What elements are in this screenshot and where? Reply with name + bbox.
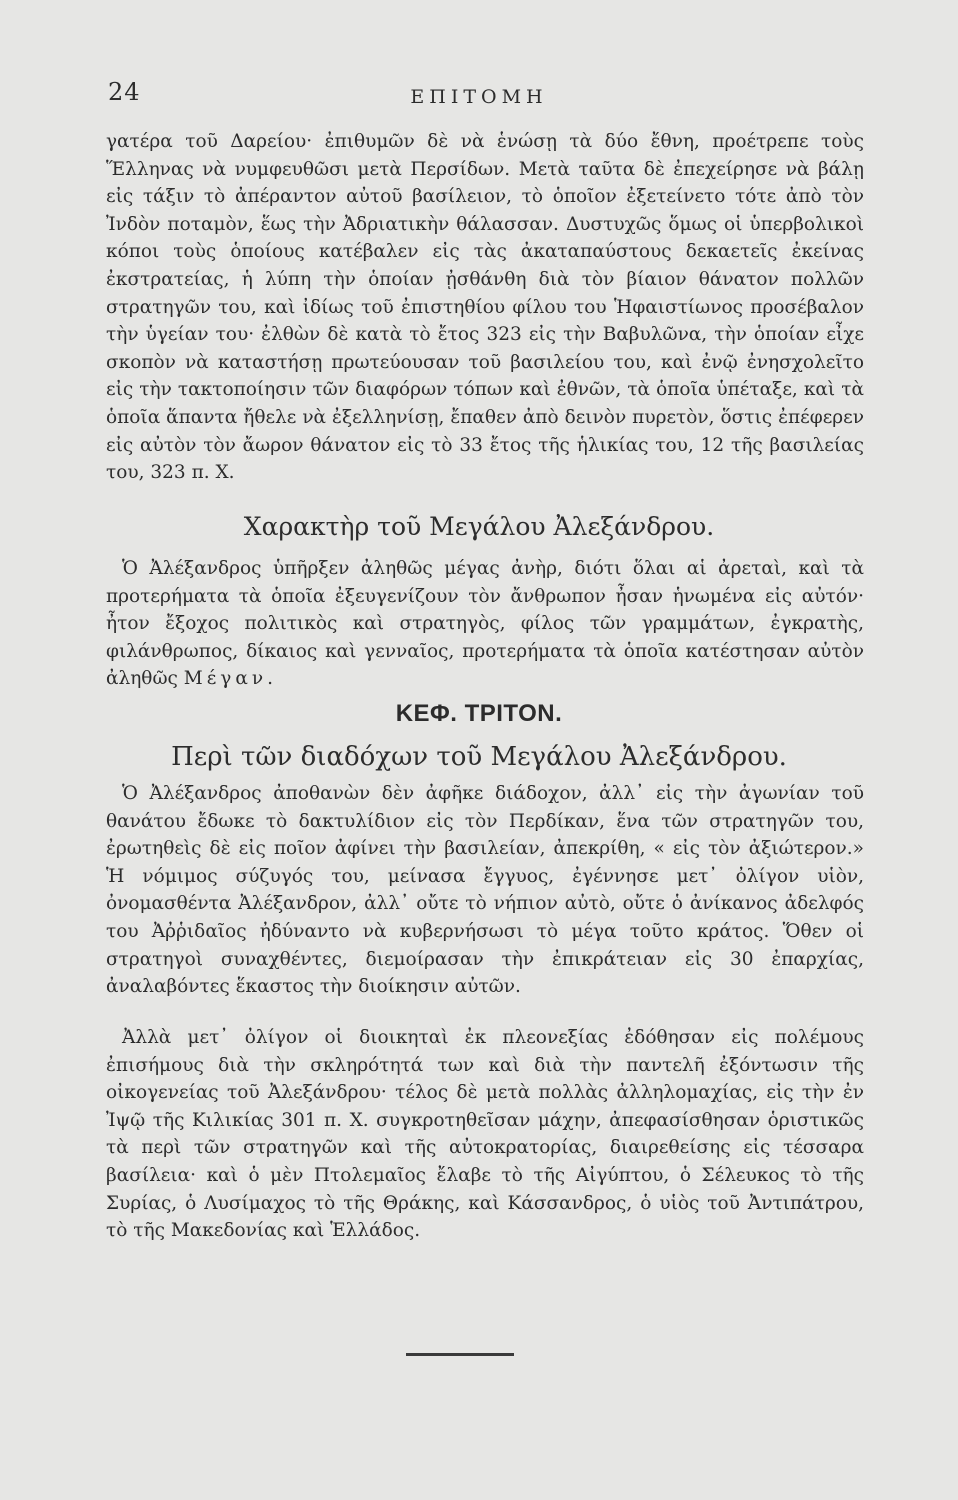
paragraph-alexander-character [106,555,864,693]
paragraph-successors-2: Ἀλλὰ μετ᾽ ὀλίγον οἱ διοικηταὶ ἐκ πλεονεξίας ἐδόθησαν εἰς πολέμους ἐπισήμους διὰ τὴν σκληρότητά των καὶ διὰ τὴν παντελῆ ἐξόντωσιν τῆς οἰκογενείας τοῦ Ἀλεξάνδρου· τέλος δὲ μετὰ πολλὰς ἀλληλομαχίας, εἰς τὴν ἐν Ἰψῷ τῆς Κιλικίας 301 π. Χ. συγκροτηθεῖσαν μάχην, ἀπεφασίσθησαν ὁριστικῶς τὰ περὶ τῶν στρατηγῶν καὶ τῆς αὐτοκρατορίας, διαιρεθείσης εἰς τέσσαρα βασίλεια· καὶ ὁ μὲν Πτολεμαῖος ἔλαβε τὸ τῆς Αἰγύπτου, ὁ Σέλευκος τὸ τῆς Συρίας, ὁ Λυσίμαχος τὸ τῆς Θράκης, καὶ Κάσσανδρος, ὁ υἱὸς τοῦ Ἀντιπάτρου, τὸ τῆς Μακεδονίας καὶ Ἑλλάδος. [106,1027,864,1242]
paragraph-successors-1: Ὁ Ἀλέξανδρος ἀποθανὼν δὲν ἀφῆκε διάδοχον, ἀλλ᾽ εἰς τὴν ἀγωνίαν τοῦ θανάτου ἔδωκε τὸ δακτυλίδιον εἰς τὸν Περδίκαν, ἕνα τῶν στρατηγῶν του, ἐρωτηθεὶς δὲ εἰς ποῖον ἀφίνει τὴν βασιλείαν, ἀπεκρίθη, « εἰς τὸν ἀξιώτερον.» Ἡ νόμιμος σύζυγός του, μείνασα ἔγγυος, ἐγέννησε μετ᾽ ὀλίγον υἱὸν, ὀνομασθέντα Ἀλέξανδρον, ἀλλ᾽ οὔτε τὸ νήπιον αὐτὸ, οὔτε ὁ ἀνίκανος ἀδελφός του Ἀῤῥιδαῖος ἠδύναντο νὰ κυβερνήσωσι τὸ μέγα τοῦτο κράτος. Ὅθεν οἱ στρατηγοὶ συναχθέντες, διεμοίρασαν τὴν ἐπικράτειαν εἰς 30 ἐπαρχίας, ἀναλαβόντες ἕκαστος τὴν διοίκησιν αὐτῶν. [106,783,864,998]
megan-emphasis: Μέγαν. [183,668,277,690]
chapter-subheading: Περὶ τῶν διαδόχων τοῦ Μεγάλου Ἀλεξάνδρου. [171,742,787,772]
running-title: ΕΠΙΤΟΜΗ [410,86,548,108]
page-number: 24 [108,78,141,106]
character-text: Ὁ Ἀλέξανδρος ὑπῆρξεν ἀληθῶς μέγας ἀνὴρ, διότι ὅλαι αἱ ἀρεταὶ, καὶ τὰ προτερήματα τὰ ὁποῖα ἐξευγενίζουν τὸν ἄνθρωπον ἦσαν ἡνωμένα εἰς αὐτόν· ἦτον ἔξοχος πολιτικὸς καὶ στρατηγὸς, φίλος τῶν γραμμάτων, ἐγκρατὴς, φιλάνθρωπος, δίκαιος καὶ γενναῖος, προτερήματα τὰ ὁποῖα κατέστησαν αὐτὸν ἀληθῶς [106,558,864,690]
paragraph-alexander-death: γατέρα τοῦ Δαρείου· ἐπιθυμῶν δὲ νὰ ἑνώσῃ τὰ δύο ἔθνη, προέτρεπε τοὺς Ἕλληνας νὰ νυμφευθῶσι μετὰ Περσίδων. Μετὰ ταῦτα δὲ ἐπεχείρησε νὰ βάλῃ εἰς τάξιν τὸ ἀπέραντον αὐτοῦ βασίλειον, τὸ ὁποῖον ἐξετείνετο τότε ἀπὸ τὸν Ἰνδὸν ποταμὸν, ἕως τὴν Ἀδριατικὴν θάλασσαν. Δυστυχῶς ὅμως οἱ ὑπερβολικοὶ κόποι τοὺς ὁποίους κατέβαλεν εἰς τὰς ἀκαταπαύστους δεκαετεῖς ἐκείνας ἐκστρατείας, ἡ λύπη τὴν ὁποίαν ᾐσθάνθη διὰ τὸν βίαιον θάνατον πολλῶν στρατηγῶν του, καὶ ἰδίως τοῦ ἐπιστηθίου φίλου του Ἡφαιστίωνος προσέβαλον τὴν ὑγείαν του· ἐλθὼν δὲ κατὰ τὸ ἔτος 323 εἰς τὴν Βαβυλῶνα, τὴν ὁποίαν εἶχε σκοπὸν νὰ καταστήσῃ πρωτεύουσαν τοῦ βασιλείου του, καὶ ἐνῷ ἐνησχολεῖτο εἰς τὴν τακτοποίησιν τῶν διαφόρων τόπων καὶ ἐθνῶν, τὰ ὁποῖα ὑπέταξε, καὶ τὰ ὁποῖα ἅπαντα ἤθελε νὰ ἐξελληνίσῃ, ἔπαθεν ἀπὸ δεινὸν πυρετὸν, ὅστις ἐπέφερεν εἰς αὐτὸν τὸν ἄωρον θάνατον εἰς τὸ 33 ἔτος τῆς ἡλικίας του, 12 τῆς βασιλείας του, 323 π. Χ. [106,131,864,484]
section-heading-character: Χαρακτὴρ τοῦ Μεγάλου Ἀλεξάνδρου. [243,512,715,541]
chapter-heading: ΚΕΦ. ΤΡΙΤΟΝ. [395,700,563,727]
end-rule [406,1353,514,1356]
